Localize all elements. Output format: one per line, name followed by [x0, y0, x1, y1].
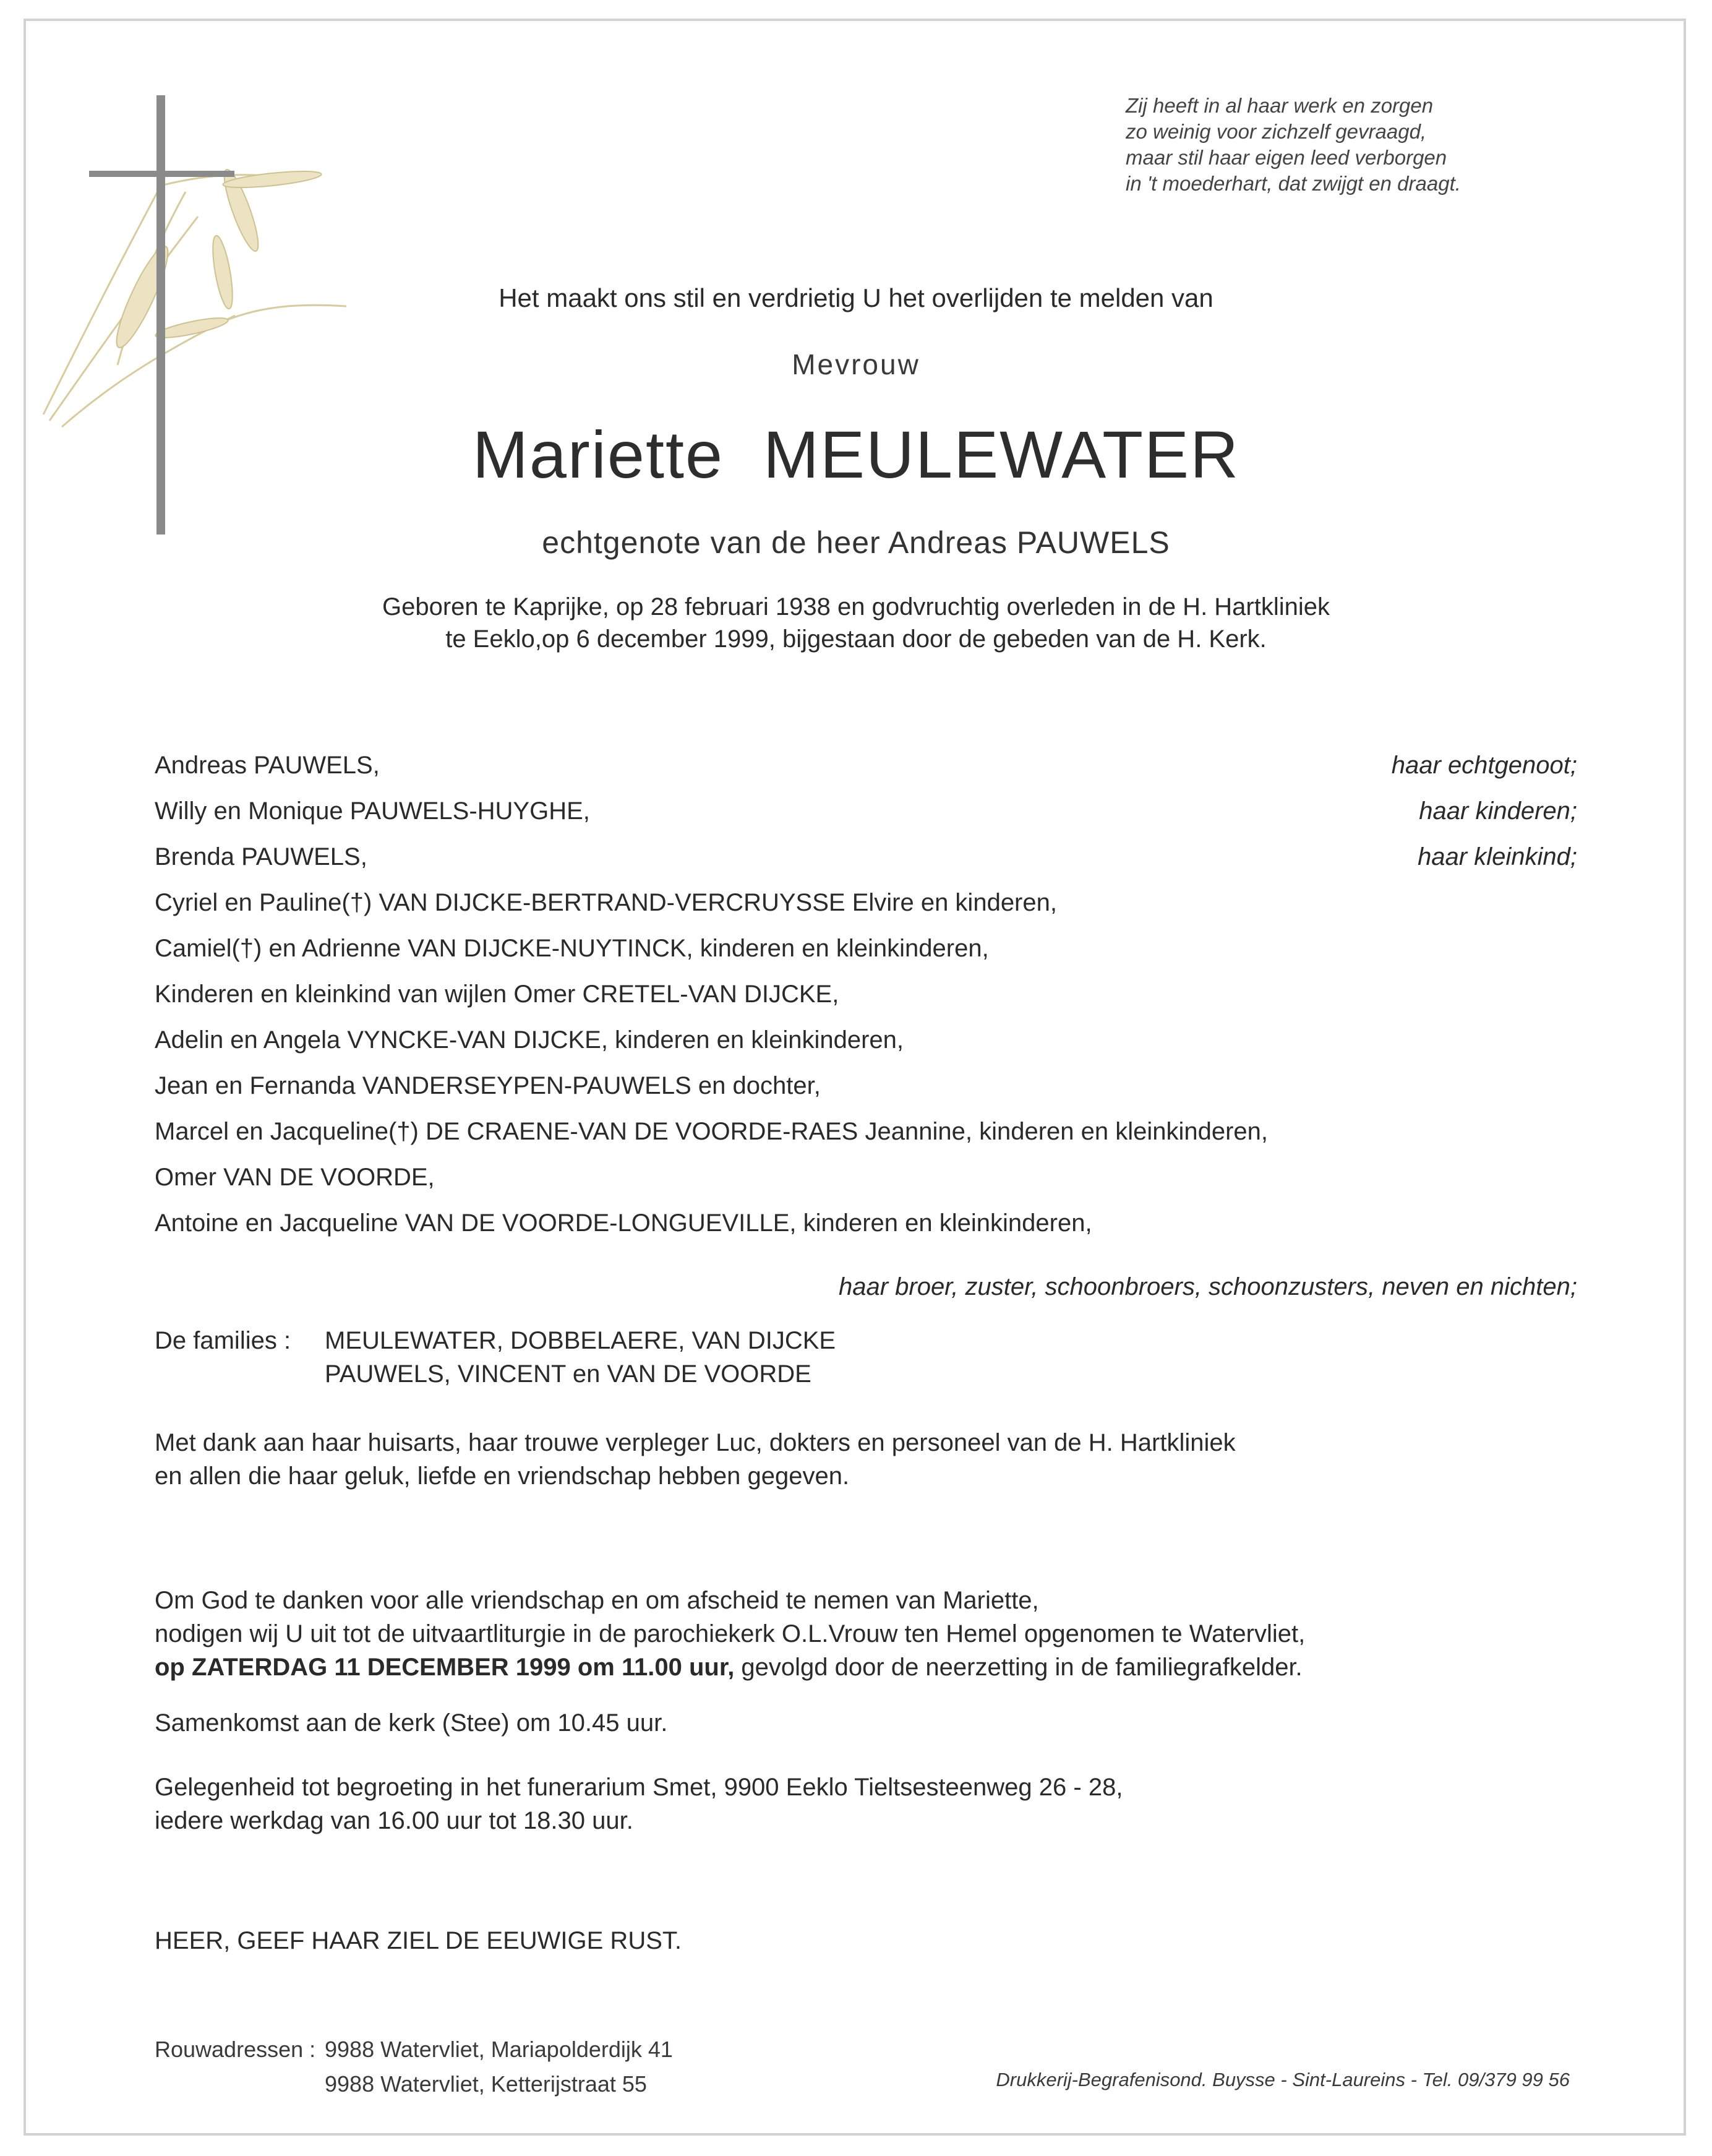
family-name: Antoine en Jacqueline VAN DE VOORDE-LONGUEVILLE, kinderen en kleinkinderen,	[155, 1209, 1092, 1237]
closing-prayer: HEER, GEEF HAAR ZIEL DE EEUWIGE RUST.	[155, 1927, 682, 1954]
family-name: Cyriel en Pauline(†) VAN DIJCKE-BERTRAND-VERCRUYSSE Elvire en kinderen,	[155, 889, 1057, 916]
spouse-line: echtgenote van de heer Andreas PAUWELS	[542, 525, 1170, 560]
family-name: Brenda PAUWELS,	[155, 843, 367, 870]
family-row	[155, 971, 1577, 1017]
deceased-name: Mariette MEULEWATER	[472, 417, 1240, 492]
funeral-invitation	[155, 1584, 1305, 1684]
family-row	[155, 880, 1577, 926]
funeral-date: op ZATERDAG 11 DECEMBER 1999 om 11.00 uur,	[155, 1654, 735, 1681]
family-name: Willy en Monique PAUWELS-HUYGHE,	[155, 797, 590, 825]
announcement-intro: Het maakt ons stil en verdrietig U het overlijden te melden van	[499, 283, 1213, 312]
funeral-line: nodigen wij U uit tot de uitvaartliturgie in de parochiekerk O.L.Vrouw ten Hemel opgenomen te Watervliet,	[155, 1620, 1306, 1647]
printer-credit: Drukkerij-Begrafenisond. Buysse - Sint-Laureins - Tel. 09/379 99 56	[996, 2069, 1570, 2090]
family-relation: haar kinderen;	[1419, 797, 1577, 825]
extended-family-relation: haar broer, zuster, schoonbroers, schoonzusters, neven en nichten;	[838, 1273, 1577, 1300]
family-row	[155, 1017, 1577, 1063]
family-relation: haar kleinkind;	[1418, 843, 1577, 870]
birth-line: te Eeklo,op 6 december 1999, bijgestaan door de gebeden van de H. Kerk.	[445, 625, 1267, 653]
family-name: Marcel en Jacqueline(†) DE CRAENE-VAN DE VOORDE-RAES Jeannine, kinderen en kleinkinderen,	[155, 1118, 1269, 1145]
family-list	[155, 742, 1577, 1246]
family-row	[155, 926, 1577, 971]
poem-line: maar stil haar eigen leed verborgen	[1126, 146, 1447, 169]
family-row	[155, 788, 1577, 834]
family-row	[155, 1109, 1577, 1154]
birth-death-details	[0, 591, 1712, 655]
address-line: 9988 Watervliet, Ketterijstraat 55	[325, 2071, 647, 2097]
family-relation: haar echtgenoot;	[1391, 752, 1577, 779]
poem-line: in 't moederhart, dat zwijgt en draagt.	[1126, 172, 1461, 195]
family-name: Andreas PAUWELS,	[155, 752, 380, 779]
poem-line: Zij heeft in al haar werk en zorgen	[1126, 94, 1434, 117]
family-name: Jean en Fernanda VANDERSEYPEN-PAUWELS en dochter,	[155, 1072, 821, 1099]
family-row	[155, 834, 1577, 880]
families-block	[155, 1324, 836, 1391]
mourning-addresses	[155, 2032, 673, 2102]
address-label: Rouwadressen :	[155, 2037, 316, 2062]
address-line: 9988 Watervliet, Mariapolderdijk 41	[325, 2037, 673, 2062]
families-label: De families :	[155, 1327, 291, 1354]
families-line: PAUWELS, VINCENT en VAN DE VOORDE	[325, 1360, 811, 1388]
family-name: Camiel(†) en Adrienne VAN DIJCKE-NUYTINCK, kinderen en kleinkinderen,	[155, 935, 989, 962]
funeral-line: gevolgd door de neerzetting in de familiegrafkelder.	[734, 1654, 1303, 1681]
honorific: Mevrouw	[792, 348, 920, 380]
visitation-line: iedere werkdag van 16.00 uur tot 18.30 uur.	[155, 1807, 633, 1834]
family-name: Omer VAN DE VOORDE,	[155, 1164, 435, 1191]
family-name: Kinderen en kleinkind van wijlen Omer CRETEL-VAN DIJCKE,	[155, 981, 839, 1008]
visitation-info	[155, 1771, 1123, 1837]
thanks-paragraph	[155, 1426, 1236, 1493]
gathering-line: Samenkomst aan de kerk (Stee) om 10.45 uur.	[155, 1709, 668, 1737]
families-line: MEULEWATER, DOBBELAERE, VAN DIJCKE	[325, 1327, 836, 1354]
family-row	[155, 1200, 1577, 1246]
family-row	[155, 1063, 1577, 1109]
thanks-line: en allen die haar geluk, liefde en vriendschap hebben gegeven.	[155, 1462, 850, 1490]
funeral-line: Om God te danken voor alle vriendschap en om afscheid te nemen van Mariette,	[155, 1587, 1039, 1614]
visitation-line: Gelegenheid tot begroeting in het funerarium Smet, 9900 Eeklo Tieltsesteenweg 26 - 28,	[155, 1774, 1123, 1801]
family-row	[155, 1154, 1577, 1200]
family-row	[155, 742, 1577, 788]
birth-line: Geboren te Kaprijke, op 28 februari 1938 en godvruchtig overleden in de H. Hartkliniek	[382, 593, 1330, 621]
poem-line: zo weinig voor zichzelf gevraagd,	[1126, 120, 1427, 143]
thanks-line: Met dank aan haar huisarts, haar trouwe verpleger Luc, dokters en personeel van de H. Hartkliniek	[155, 1429, 1236, 1456]
family-name: Adelin en Angela VYNCKE-VAN DIJCKE, kinderen en kleinkinderen,	[155, 1026, 904, 1054]
poem	[1126, 93, 1596, 197]
